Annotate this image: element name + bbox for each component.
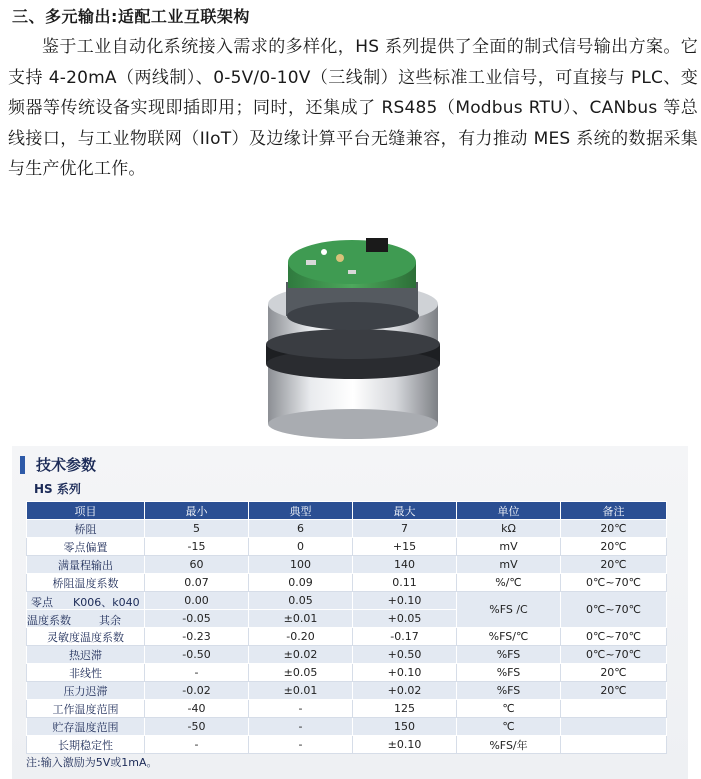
- cell-typ: 0.05: [249, 592, 353, 610]
- cell-unit: %FS: [457, 646, 561, 664]
- table-header-row: [27, 502, 667, 520]
- spec-title: 技术参数: [20, 456, 96, 474]
- spec-table: [26, 501, 667, 754]
- section-paragraph: 鉴于工业自动化系统接入需求的多样化，HS 系列提供了全面的制式信号输出方案。它支持 4-20mA（两线制）、0-5V/0-10V（三线制）这些标准工业信号，可直接与 PLC、变频器等传统设备实现即插即用；同时，还集成了 RS485（Modbus RTU）、CANbus 等总线接口，与工业物联网（IIoT）及边缘计算平台无缝兼容，有力推动 MES 系统的数据采集与生产优化工作。: [8, 37, 698, 179]
- table-row: [27, 664, 667, 682]
- sensor-product-image: [248, 222, 458, 442]
- table-row: [27, 700, 667, 718]
- cell-min: -50: [145, 718, 249, 736]
- cell-note: 20℃: [561, 556, 667, 574]
- table-row: [27, 718, 667, 736]
- cell-note: 0℃~70℃: [561, 592, 667, 628]
- cell-min: 60: [145, 556, 249, 574]
- table-row: [27, 682, 667, 700]
- cell-note: 20℃: [561, 520, 667, 538]
- cell-max: +0.10: [353, 664, 457, 682]
- section-heading: 三、多元输出:适配工业互联架构: [12, 7, 250, 26]
- table-row: [27, 520, 667, 538]
- spec-footnote: 注:输入激励为5V或1mA。: [26, 756, 158, 769]
- cell-typ: -0.20: [249, 628, 353, 646]
- cell-min: -40: [145, 700, 249, 718]
- table-row: [27, 556, 667, 574]
- cell-max: -0.17: [353, 628, 457, 646]
- cell-typ: ±0.05: [249, 664, 353, 682]
- cell-min: -0.23: [145, 628, 249, 646]
- cell-unit: %FS /C: [457, 592, 561, 628]
- cell-item: 灵敏度温度系数: [27, 628, 145, 646]
- zero-tc-sub1: K006、k040: [73, 596, 140, 609]
- cell-unit: %FS/年: [457, 736, 561, 754]
- spec-subtitle: HS 系列: [34, 482, 81, 496]
- header-typ: 典型: [249, 502, 353, 520]
- cell-typ: 0.09: [249, 574, 353, 592]
- cell-note: 20℃: [561, 682, 667, 700]
- cell-typ: 0: [249, 538, 353, 556]
- header-item: 项目: [27, 502, 145, 520]
- table-row: [27, 646, 667, 664]
- cell-typ: -: [249, 700, 353, 718]
- zero-tc-label-bottom: 温度系数: [27, 614, 71, 627]
- cell-item-zero-tc: [27, 610, 145, 628]
- table-row: [27, 628, 667, 646]
- cell-typ: ±0.01: [249, 610, 353, 628]
- cell-max: +0.50: [353, 646, 457, 664]
- cell-max: 0.11: [353, 574, 457, 592]
- cell-unit: ℃: [457, 718, 561, 736]
- cell-item: 满量程输出: [27, 556, 145, 574]
- cell-unit: %/℃: [457, 574, 561, 592]
- cell-max: 140: [353, 556, 457, 574]
- cell-max: 7: [353, 520, 457, 538]
- cell-item-zero-tc: [27, 592, 145, 610]
- header-min: 最小: [145, 502, 249, 520]
- header-note: 备注: [561, 502, 667, 520]
- cell-max: 150: [353, 718, 457, 736]
- cell-item: 零点偏置: [27, 538, 145, 556]
- cell-max: +15: [353, 538, 457, 556]
- cell-note: [561, 700, 667, 718]
- cell-max: ±0.10: [353, 736, 457, 754]
- cell-typ: 6: [249, 520, 353, 538]
- cell-note: 0℃~70℃: [561, 628, 667, 646]
- cell-item: 热迟滞: [27, 646, 145, 664]
- cell-unit: %FS: [457, 682, 561, 700]
- cell-min: 0.00: [145, 592, 249, 610]
- zero-tc-sub2: 其余: [99, 614, 121, 627]
- cell-min: -0.05: [145, 610, 249, 628]
- cell-item: 压力迟滞: [27, 682, 145, 700]
- header-unit: 单位: [457, 502, 561, 520]
- cell-unit: %FS: [457, 664, 561, 682]
- cell-note: 20℃: [561, 538, 667, 556]
- header-max: 最大: [353, 502, 457, 520]
- cell-max: +0.02: [353, 682, 457, 700]
- cell-note: [561, 718, 667, 736]
- cell-item: 贮存温度范围: [27, 718, 145, 736]
- cell-max: +0.05: [353, 610, 457, 628]
- cell-unit: %FS/℃: [457, 628, 561, 646]
- table-row: [27, 736, 667, 754]
- cell-item: 非线性: [27, 664, 145, 682]
- cell-unit: kΩ: [457, 520, 561, 538]
- cell-typ: 100: [249, 556, 353, 574]
- cell-typ: ±0.02: [249, 646, 353, 664]
- cell-item: 桥阻: [27, 520, 145, 538]
- cell-item: 长期稳定性: [27, 736, 145, 754]
- table-row: [27, 574, 667, 592]
- cell-min: -0.02: [145, 682, 249, 700]
- cell-item: 桥阻温度系数: [27, 574, 145, 592]
- table-row-zero-tc-1: [27, 592, 667, 610]
- cell-unit: ℃: [457, 700, 561, 718]
- cell-min: -: [145, 736, 249, 754]
- cell-min: -15: [145, 538, 249, 556]
- cell-typ: ±0.01: [249, 682, 353, 700]
- cell-max: +0.10: [353, 592, 457, 610]
- cell-note: 20℃: [561, 664, 667, 682]
- cell-note: [561, 736, 667, 754]
- cell-note: 0℃~70℃: [561, 646, 667, 664]
- cell-unit: mV: [457, 538, 561, 556]
- cell-min: 0.07: [145, 574, 249, 592]
- table-row: [27, 538, 667, 556]
- cell-min: -0.50: [145, 646, 249, 664]
- zero-tc-label-top: 零点: [31, 596, 53, 609]
- cell-min: -: [145, 664, 249, 682]
- cell-item: 工作温度范围: [27, 700, 145, 718]
- cell-unit: mV: [457, 556, 561, 574]
- cell-note: 0℃~70℃: [561, 574, 667, 592]
- cell-typ: -: [249, 718, 353, 736]
- cell-typ: -: [249, 736, 353, 754]
- cell-max: 125: [353, 700, 457, 718]
- cell-min: 5: [145, 520, 249, 538]
